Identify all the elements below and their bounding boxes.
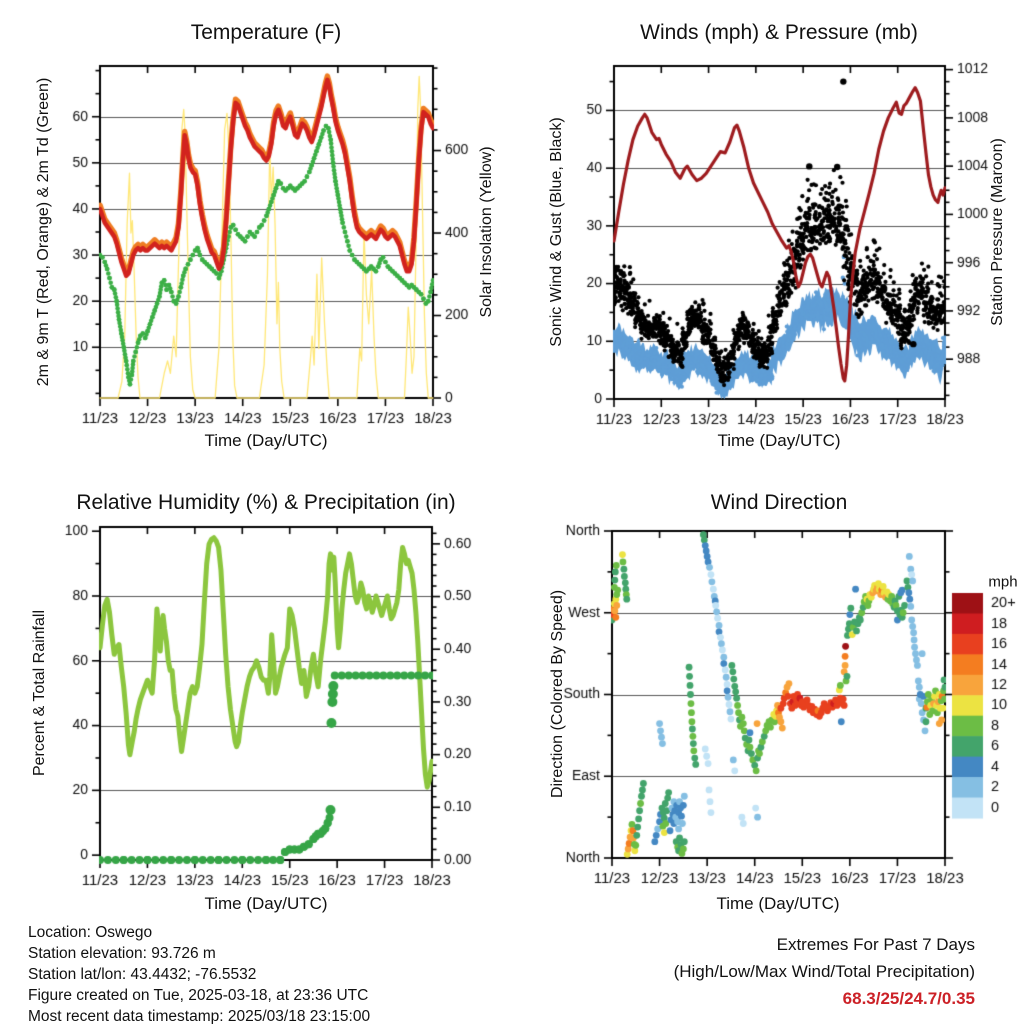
xlabel-humidity: Time (Day/UTC) xyxy=(204,894,328,913)
ylabel-winds-left: Sonic Wind & Gust (Blue, Black) xyxy=(548,117,565,347)
panel-title-humidity: Relative Humidity (%) & Precipitation (in) xyxy=(76,491,456,514)
station-location: Location: Oswego xyxy=(28,924,153,941)
ylabel-temperature-left: 2m & 9m T (Red, Orange) & 2m Td (Green) xyxy=(35,77,52,387)
xlabel-winddirection: Time (Day/UTC) xyxy=(716,894,840,913)
extremes-values: 68.3/25/24.7/0.35 xyxy=(842,989,975,1008)
station-elevation: Station elevation: 93.726 m xyxy=(28,945,216,962)
station-info xyxy=(28,922,370,1024)
xlabel-temperature: Time (Day/UTC) xyxy=(204,431,328,450)
extremes-title: Extremes For Past 7 Days xyxy=(776,935,975,954)
data-timestamp: Most recent data timestamp: 2025/03/18 23:15:00 xyxy=(28,1008,371,1024)
station-latlon: Station lat/lon: 43.4432; -76.5532 xyxy=(28,966,257,983)
extremes-subtitle: (High/Low/Max Wind/Total Precipitation) xyxy=(673,962,975,981)
extremes-block xyxy=(674,931,975,1012)
panel-title-winds: Winds (mph) & Pressure (mb) xyxy=(640,21,918,44)
ylabel-humidity-left: Percent & Total Rainfall xyxy=(31,609,48,777)
xlabel-winds: Time (Day/UTC) xyxy=(717,431,841,450)
ylabel-winds-right: Station Pressure (Maroon) xyxy=(989,138,1006,326)
ylabel-winddirection-left: Direction (Colored By Speed) xyxy=(549,589,566,799)
panel-title-temperature: Temperature (F) xyxy=(190,21,342,44)
ylabel-temperature-right: Solar Insolation (Yellow) xyxy=(478,146,495,318)
colorbar-title: mph xyxy=(988,573,1018,591)
panel-title-winddirection: Wind Direction xyxy=(710,491,848,514)
figure-created: Figure created on Tue, 2025-03-18, at 23:36 UTC xyxy=(28,987,369,1004)
